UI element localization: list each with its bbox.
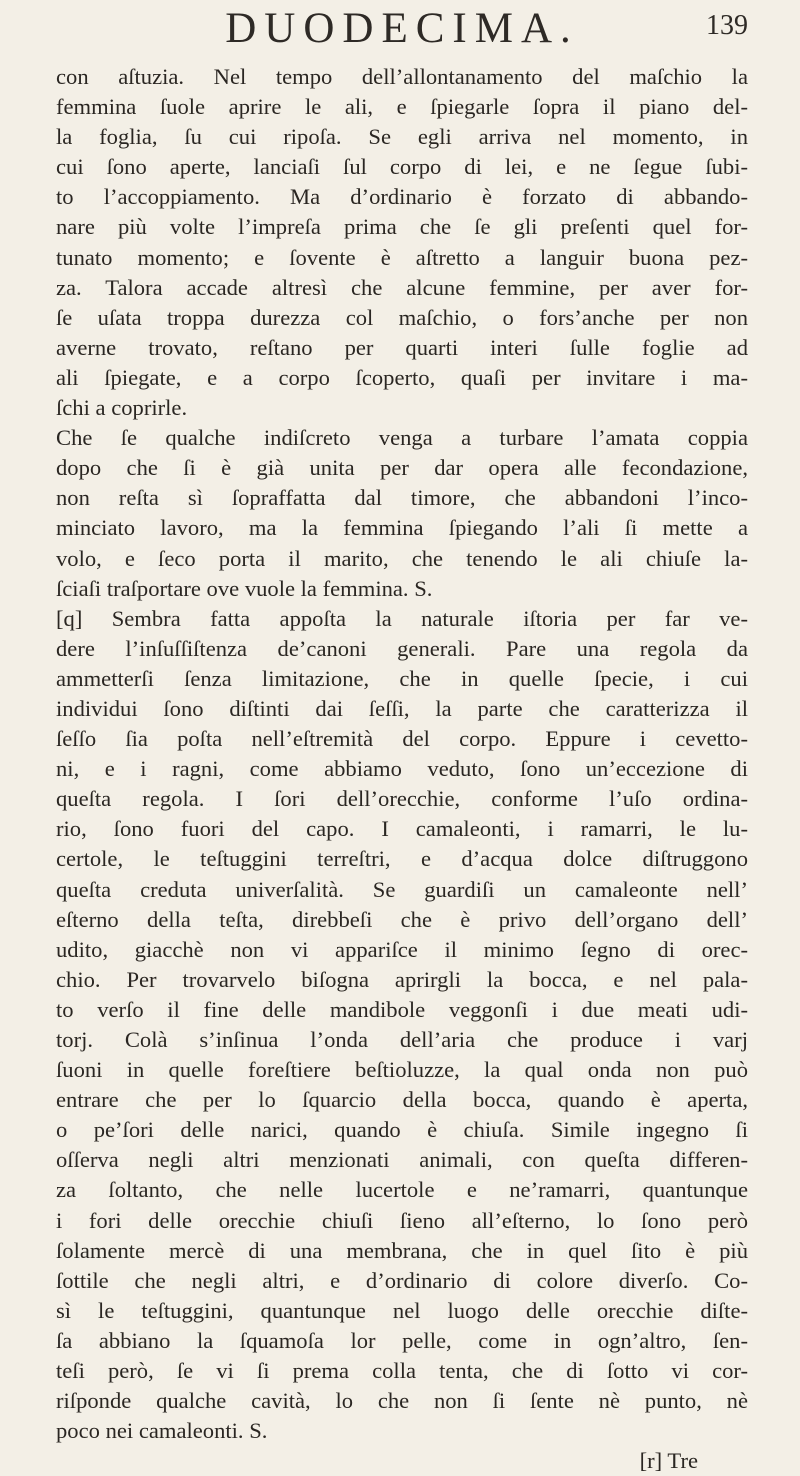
catchword: [r] Tre: [639, 1448, 698, 1474]
text-line: to l’accoppiamento. Ma d’ordinario è forzato di abbando-: [56, 184, 748, 210]
text-line: o pe’ſori delle narici, quando è chiuſa. Simile ingegno ſi: [56, 1117, 748, 1143]
text-line: eſterno della teſta, direbbeſi che è privo dell’organo dell’: [56, 906, 748, 932]
text-line: ſchi a coprirle.: [56, 395, 188, 421]
text-line: i fori delle orecchie chiuſi ſieno all’eſterno, lo ſono però: [56, 1207, 748, 1233]
text-line: za ſoltanto, che nelle lucertole e ne’ramarri, quantunque: [56, 1177, 748, 1203]
text-line: la foglia, ſu cui ripoſa. Se egli arriva nel momento, in: [56, 124, 748, 150]
text-line: volo, e ſeco porta il marito, che tenendo le ali chiuſe la-: [56, 545, 748, 571]
text-line: rio, ſono fuori del capo. I camaleonti, i ramarri, le lu-: [56, 816, 748, 842]
text-line: chio. Per trovarvelo biſogna aprirgli la bocca, e nel pala-: [56, 966, 748, 992]
text-line: poco nei camaleonti. S.: [56, 1418, 268, 1444]
text-line: ſe uſata troppa durezza col maſchio, o fors’anche per non: [56, 304, 748, 330]
text-line: individui ſono diſtinti dai ſeſſi, la parte che caratterizza il: [56, 695, 748, 721]
page-number: 139: [706, 10, 748, 41]
text-line: entrare che per lo ſquarcio della bocca, quando è aperta,: [56, 1087, 748, 1113]
text-line: oſſerva negli altri menzionati animali, con queſta differen-: [56, 1147, 748, 1173]
text-line: ſa abbiano la ſquamoſa lor pelle, come in ogn’altro, ſen-: [56, 1327, 748, 1353]
text-line: queſta creduta univerſalità. Se guardiſi un camaleonte nell’: [56, 876, 748, 902]
text-line: minciato lavoro, ma la femmina ſpiegando l’ali ſi mette a: [56, 515, 748, 541]
text-line: udito, giacchè non vi appariſce il minimo ſegno di orec-: [56, 936, 748, 962]
text-line: za. Talora accade altresì che alcune femmine, per aver for-: [56, 274, 748, 300]
text-line: dere l’inſuſſiſtenza de’canoni generali. Pare una regola da: [56, 635, 748, 661]
text-line: ammetterſi ſenza limitazione, che in quelle ſpecie, i cui: [56, 665, 748, 691]
text-line: cui ſono aperte, lanciaſi ſul corpo di lei, e ne ſegue ſubi-: [56, 154, 748, 180]
text-line: ſeſſo ſia poſta nell’eſtremità del corpo. Eppure i cevetto-: [56, 726, 748, 752]
text-line: riſponde qualche cavità, lo che non ſi ſente nè punto, nè: [56, 1388, 748, 1414]
text-line: tunato momento; e ſovente è aſtretto a languir buona pez-: [56, 244, 748, 270]
text-line: teſi però, ſe vi ſi prema colla tenta, che di ſotto vi cor-: [56, 1358, 748, 1384]
text-line: [q] Sembra fatta appoſta la naturale iſtoria per far ve-: [56, 605, 748, 631]
text-line: nare più volte l’impreſa prima che ſe gli preſenti quel for-: [56, 214, 748, 240]
text-line: dopo che ſi è già unita per dar opera alle fecondazione,: [56, 455, 748, 481]
text-line: ſolamente mercè di una membrana, che in quel ſito è più: [56, 1237, 748, 1263]
text-line: sì le teſtuggini, quantunque nel luogo delle orecchie diſte-: [56, 1297, 748, 1323]
body-text: [56, 62, 748, 1446]
text-line: to verſo il fine delle mandibole veggonſi i due meati udi-: [56, 996, 748, 1022]
text-line: Che ſe qualche indiſcreto venga a turbare l’amata coppia: [56, 425, 748, 451]
text-line: ſuoni in quelle foreſtiere beſtioluzze, la qual onda non può: [56, 1057, 748, 1083]
page-title: DUODECIMA.: [225, 5, 579, 52]
text-line: con aſtuzia. Nel tempo dell’allontanamento del maſchio la: [56, 64, 748, 89]
text-line: averne trovato, reſtano per quarti interi ſulle foglie ad: [56, 334, 748, 360]
text-line: certole, le teſtuggini terreſtri, e d’acqua dolce diſtruggono: [56, 846, 748, 872]
text-line: femmina ſuole aprire le ali, e ſpiegarle ſopra il piano del-: [56, 94, 748, 120]
text-line: ſottile che negli altri, e d’ordinario di colore diverſo. Co-: [56, 1267, 748, 1293]
text-line: torj. Colà s’inſinua l’onda dell’aria che produce i varj: [56, 1027, 748, 1052]
text-line: ni, e i ragni, come abbiamo veduto, ſono un’eccezione di: [56, 756, 748, 782]
text-line: queſta regola. I ſori dell’orecchie, conforme l’uſo ordina-: [56, 786, 748, 812]
running-head: [56, 0, 748, 60]
text-line: ali ſpiegate, e a corpo ſcoperto, quaſi per invitare i ma-: [56, 364, 748, 390]
text-line: non reſta sì ſopraffatta dal timore, che abbandoni l’inco-: [56, 485, 748, 511]
text-line: ſciaſi traſportare ove vuole la femmina. S.: [56, 575, 433, 601]
